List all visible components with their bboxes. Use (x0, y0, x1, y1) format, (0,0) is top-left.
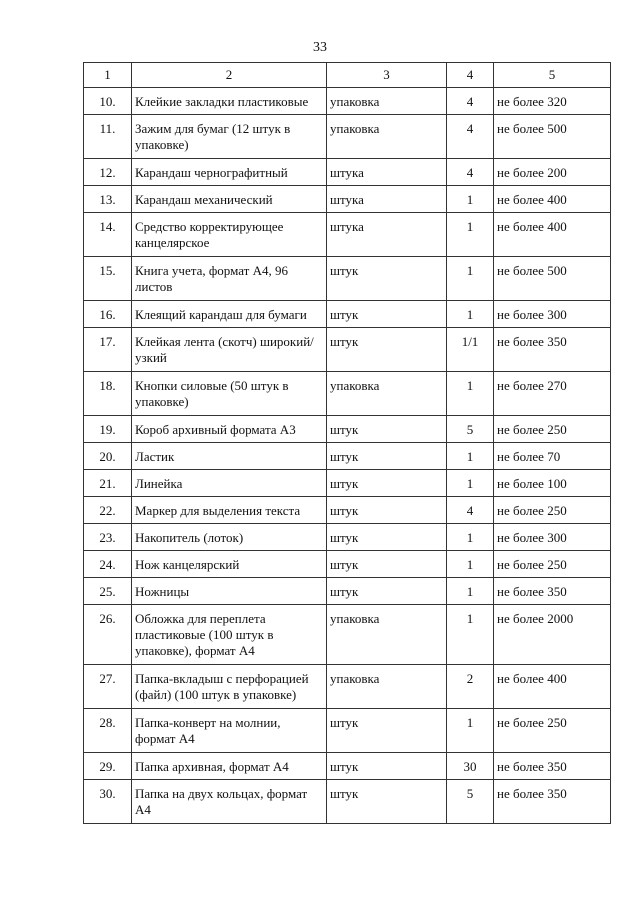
item-quantity: 1 (447, 470, 494, 497)
row-number: 18. (84, 372, 132, 416)
item-price: не более 250 (494, 709, 611, 753)
item-name: Книга учета, формат А4, 96 листов (132, 257, 327, 301)
item-quantity: 5 (447, 780, 494, 824)
item-unit: штука (327, 159, 447, 186)
row-number: 28. (84, 709, 132, 753)
item-unit: упаковка (327, 88, 447, 115)
table-header-row (84, 63, 611, 88)
table-row (84, 328, 611, 372)
item-name: Папка-вкладыш с перфорацией (файл) (100 штук в упаковке) (132, 665, 327, 709)
item-name: Клеящий карандаш для бумаги (132, 301, 327, 328)
row-number: 21. (84, 470, 132, 497)
item-name: Ластик (132, 443, 327, 470)
item-price: не более 250 (494, 416, 611, 443)
table-row (84, 416, 611, 443)
item-price: не более 320 (494, 88, 611, 115)
page-number: 33 (313, 40, 327, 55)
item-name: Карандаш чернографитный (132, 159, 327, 186)
item-unit: штук (327, 416, 447, 443)
item-price: не более 100 (494, 470, 611, 497)
item-unit: штук (327, 551, 447, 578)
item-name: Короб архивный формата А3 (132, 416, 327, 443)
item-quantity: 1 (447, 257, 494, 301)
item-price: не более 250 (494, 497, 611, 524)
table-row (84, 213, 611, 257)
item-name: Зажим для бумаг (12 штук в упаковке) (132, 115, 327, 159)
item-quantity: 2 (447, 665, 494, 709)
table-row (84, 753, 611, 780)
item-unit: штук (327, 709, 447, 753)
item-unit: упаковка (327, 665, 447, 709)
row-number: 11. (84, 115, 132, 159)
row-number: 12. (84, 159, 132, 186)
item-unit: штук (327, 497, 447, 524)
row-number: 24. (84, 551, 132, 578)
table-row (84, 301, 611, 328)
row-number: 27. (84, 665, 132, 709)
item-name: Маркер для выделения текста (132, 497, 327, 524)
item-unit: штук (327, 753, 447, 780)
item-price: не более 400 (494, 213, 611, 257)
row-number: 25. (84, 578, 132, 605)
item-quantity: 1/1 (447, 328, 494, 372)
item-name: Карандаш механический (132, 186, 327, 213)
item-price: не более 350 (494, 753, 611, 780)
item-unit: штука (327, 213, 447, 257)
table-row (84, 551, 611, 578)
row-number: 10. (84, 88, 132, 115)
row-number: 23. (84, 524, 132, 551)
row-number: 19. (84, 416, 132, 443)
row-number: 30. (84, 780, 132, 824)
item-name: Папка архивная, формат А4 (132, 753, 327, 780)
table-row (84, 372, 611, 416)
item-price: не более 200 (494, 159, 611, 186)
item-price: не более 500 (494, 257, 611, 301)
item-name: Клейкие закладки пластиковые (132, 88, 327, 115)
item-quantity: 5 (447, 416, 494, 443)
item-unit: штука (327, 186, 447, 213)
item-name: Кнопки силовые (50 штук в упаковке) (132, 372, 327, 416)
item-price: не более 400 (494, 665, 611, 709)
item-price: не более 350 (494, 328, 611, 372)
item-quantity: 1 (447, 551, 494, 578)
item-quantity: 4 (447, 159, 494, 186)
item-price: не более 400 (494, 186, 611, 213)
item-price: не более 270 (494, 372, 611, 416)
row-number: 29. (84, 753, 132, 780)
item-quantity: 1 (447, 605, 494, 665)
header-col-3: 3 (327, 63, 447, 88)
item-price: не более 300 (494, 524, 611, 551)
row-number: 17. (84, 328, 132, 372)
item-unit: штук (327, 780, 447, 824)
header-col-4: 4 (447, 63, 494, 88)
item-unit: штук (327, 470, 447, 497)
item-unit: штук (327, 524, 447, 551)
item-unit: штук (327, 578, 447, 605)
header-col-5: 5 (494, 63, 611, 88)
item-quantity: 4 (447, 88, 494, 115)
row-number: 15. (84, 257, 132, 301)
table-row (84, 665, 611, 709)
item-quantity: 1 (447, 372, 494, 416)
row-number: 26. (84, 605, 132, 665)
item-quantity: 1 (447, 186, 494, 213)
item-quantity: 4 (447, 497, 494, 524)
item-quantity: 30 (447, 753, 494, 780)
table-row (84, 780, 611, 824)
item-name: Средство корректирующее канцелярское (132, 213, 327, 257)
item-price: не более 350 (494, 780, 611, 824)
item-quantity: 1 (447, 709, 494, 753)
item-quantity: 1 (447, 301, 494, 328)
item-quantity: 1 (447, 443, 494, 470)
item-name: Клейкая лента (скотч) широкий/узкий (132, 328, 327, 372)
item-unit: штук (327, 328, 447, 372)
item-unit: штук (327, 301, 447, 328)
table-row (84, 159, 611, 186)
item-unit: упаковка (327, 605, 447, 665)
item-quantity: 1 (447, 524, 494, 551)
item-name: Накопитель (лоток) (132, 524, 327, 551)
item-unit: упаковка (327, 115, 447, 159)
row-number: 20. (84, 443, 132, 470)
item-name: Нож канцелярский (132, 551, 327, 578)
table-row (84, 497, 611, 524)
item-quantity: 1 (447, 578, 494, 605)
table-row (84, 605, 611, 665)
header-col-1: 1 (84, 63, 132, 88)
table-row (84, 524, 611, 551)
item-unit: штук (327, 257, 447, 301)
table-row (84, 443, 611, 470)
row-number: 14. (84, 213, 132, 257)
item-unit: штук (327, 443, 447, 470)
item-price: не более 350 (494, 578, 611, 605)
item-name: Обложка для переплета пластиковые (100 штук в упаковке), формат А4 (132, 605, 327, 665)
item-unit: упаковка (327, 372, 447, 416)
table-row (84, 709, 611, 753)
table-row (84, 578, 611, 605)
item-name: Папка-конверт на молнии, формат А4 (132, 709, 327, 753)
item-quantity: 4 (447, 115, 494, 159)
item-price: не более 70 (494, 443, 611, 470)
item-price: не более 250 (494, 551, 611, 578)
table-row (84, 186, 611, 213)
table-row (84, 470, 611, 497)
item-name: Ножницы (132, 578, 327, 605)
row-number: 13. (84, 186, 132, 213)
table-row (84, 257, 611, 301)
items-table (83, 62, 611, 824)
table-row (84, 88, 611, 115)
row-number: 16. (84, 301, 132, 328)
item-price: не более 2000 (494, 605, 611, 665)
item-name: Линейка (132, 470, 327, 497)
table-row (84, 115, 611, 159)
item-price: не более 300 (494, 301, 611, 328)
item-price: не более 500 (494, 115, 611, 159)
item-quantity: 1 (447, 213, 494, 257)
row-number: 22. (84, 497, 132, 524)
header-col-2: 2 (132, 63, 327, 88)
item-name: Папка на двух кольцах, формат А4 (132, 780, 327, 824)
